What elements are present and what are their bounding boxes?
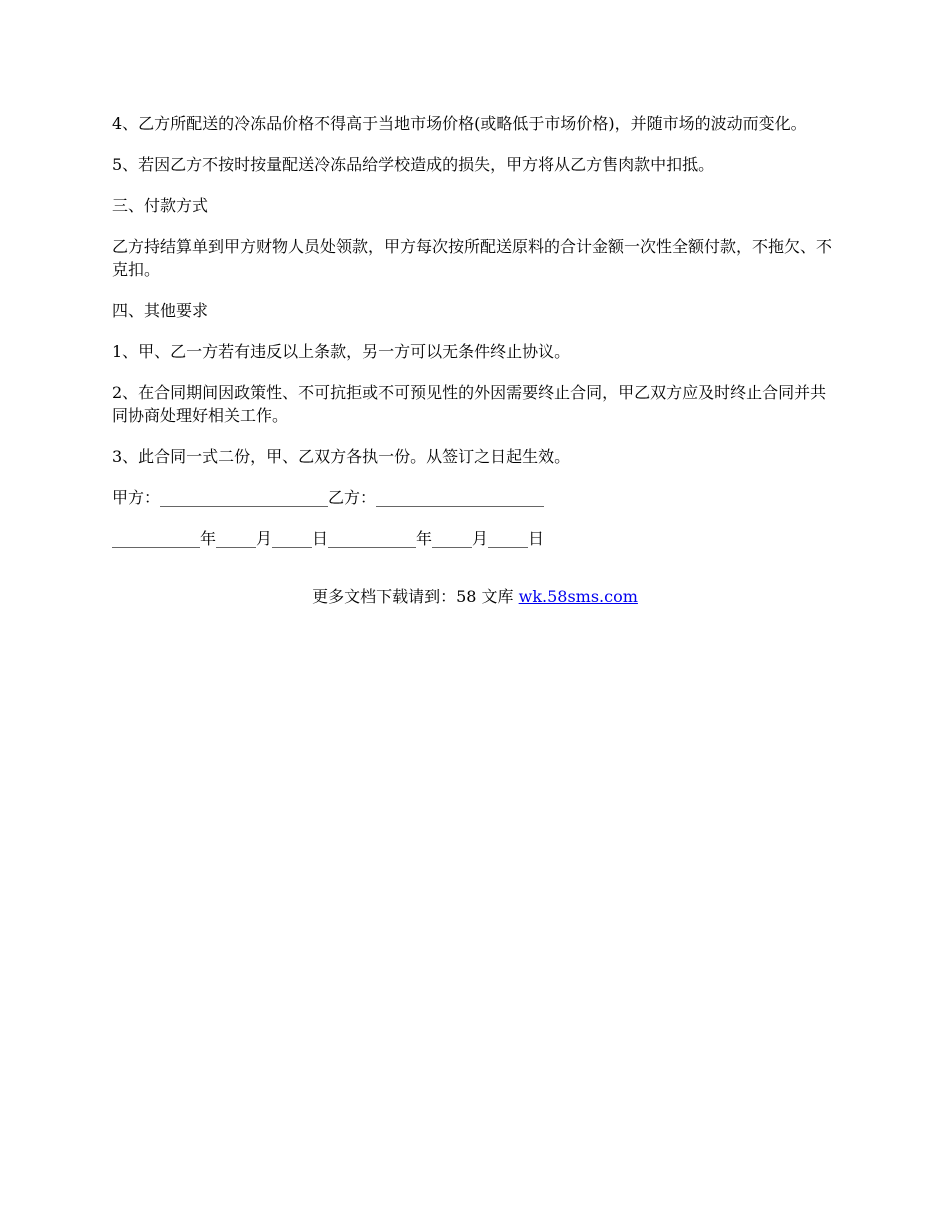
footer: [0, 585, 950, 608]
other-clause-2: 2、在合同期间因政策性、不可抗拒或不可预见性的外因需要终止合同，甲乙双方应及时终止合同并共同协商处理好相关工作。: [112, 383, 827, 425]
section-heading-other: 四、其他要求: [112, 301, 209, 320]
footer-text: 更多文档下载请到：58 文库: [312, 587, 519, 606]
footer-link[interactable]: wk.58sms.com: [518, 587, 638, 606]
date-line: ___________年_____月_____日___________年_____月_____日: [112, 529, 545, 548]
other-clause-1: 1、甲、乙一方若有违反以上条款，另一方可以无条件终止协议。: [112, 342, 571, 361]
document-body: [112, 112, 837, 568]
clause-4-price: 4、乙方所配送的冷冻品价格不得高于当地市场价格(或略低于市场价格)，并随市场的波动而变化。: [112, 114, 807, 133]
other-clause-3: 3、此合同一式二份，甲、乙双方各执一份。从签订之日起生效。: [112, 447, 571, 466]
signature-line: 甲方：_____________________乙方：_____________________: [112, 488, 545, 507]
section-heading-payment: 三、付款方式: [112, 196, 209, 215]
clause-5-loss: 5、若因乙方不按时按量配送冷冻品给学校造成的损失，甲方将从乙方售肉款中扣抵。: [112, 155, 715, 174]
payment-clause: 乙方持结算单到甲方财物人员处领款，甲方每次按所配送原料的合计金额一次性全额付款，不拖欠、不克扣。: [112, 237, 833, 279]
